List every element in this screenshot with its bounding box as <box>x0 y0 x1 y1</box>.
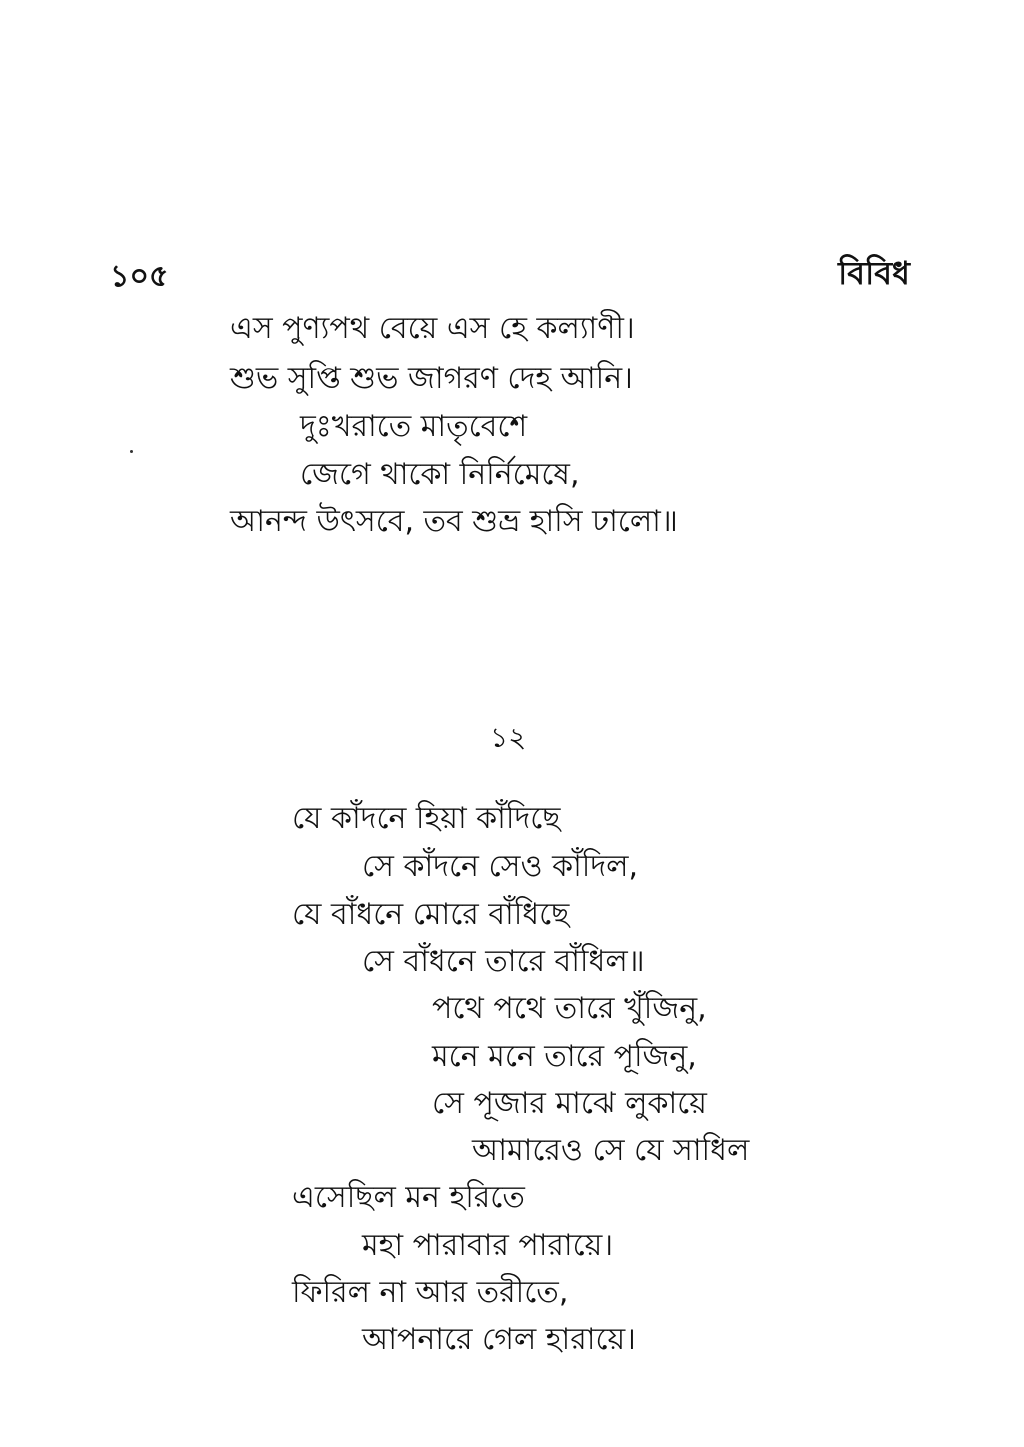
song2-line-10: মহা পারাবার পারায়ে। <box>362 1228 614 1263</box>
print-speck <box>130 450 133 453</box>
song2-line-2: সে কাঁদনে সেও কাঁদিল, <box>362 849 638 884</box>
song1-line-3: দুঃখরাতে মাতৃবেশে <box>300 409 528 444</box>
song2-line-8: আমারেও সে যে সাধিল <box>472 1133 750 1168</box>
song2-line-7: সে পূজার মাঝে লুকায়ে <box>432 1086 707 1121</box>
song1-line-5: আনন্দ উৎসবে, তব শুভ্র হাসি ঢালো॥ <box>230 504 678 539</box>
song2-line-11: ফিরিল না আর তরীতে, <box>292 1275 569 1310</box>
song2-line-4: সে বাঁধনে তারে বাঁধিল॥ <box>362 944 645 979</box>
song2-line-3: যে বাঁধনে মোরে বাঁধিছে <box>292 897 570 932</box>
song2-line-12: আপনারে গেল হারায়ে। <box>362 1322 636 1357</box>
song1-line-2: শুভ সুপ্তি শুভ জাগরণ দেহ আনি। <box>230 361 633 396</box>
song2-line-6: মনে মনে তারে পূজিনু, <box>432 1039 697 1074</box>
song-number: ১২ <box>490 721 527 754</box>
song1-line-1: এস পুণ্যপথ বেয়ে এস হে কল্যাণী। <box>230 311 635 346</box>
song2-line-1: যে কাঁদনে হিয়া কাঁদিছে <box>292 801 561 836</box>
song2-line-9: এসেছিল মন হরিতে <box>292 1180 525 1215</box>
song2-line-5: পথে পথে তারে খুঁজিনু, <box>432 991 707 1026</box>
page-number: ১০৫ <box>110 259 169 294</box>
running-title: বিবিধ <box>838 254 910 292</box>
song1-line-4: জেগে থাকো নির্নিমেষে, <box>300 457 580 492</box>
